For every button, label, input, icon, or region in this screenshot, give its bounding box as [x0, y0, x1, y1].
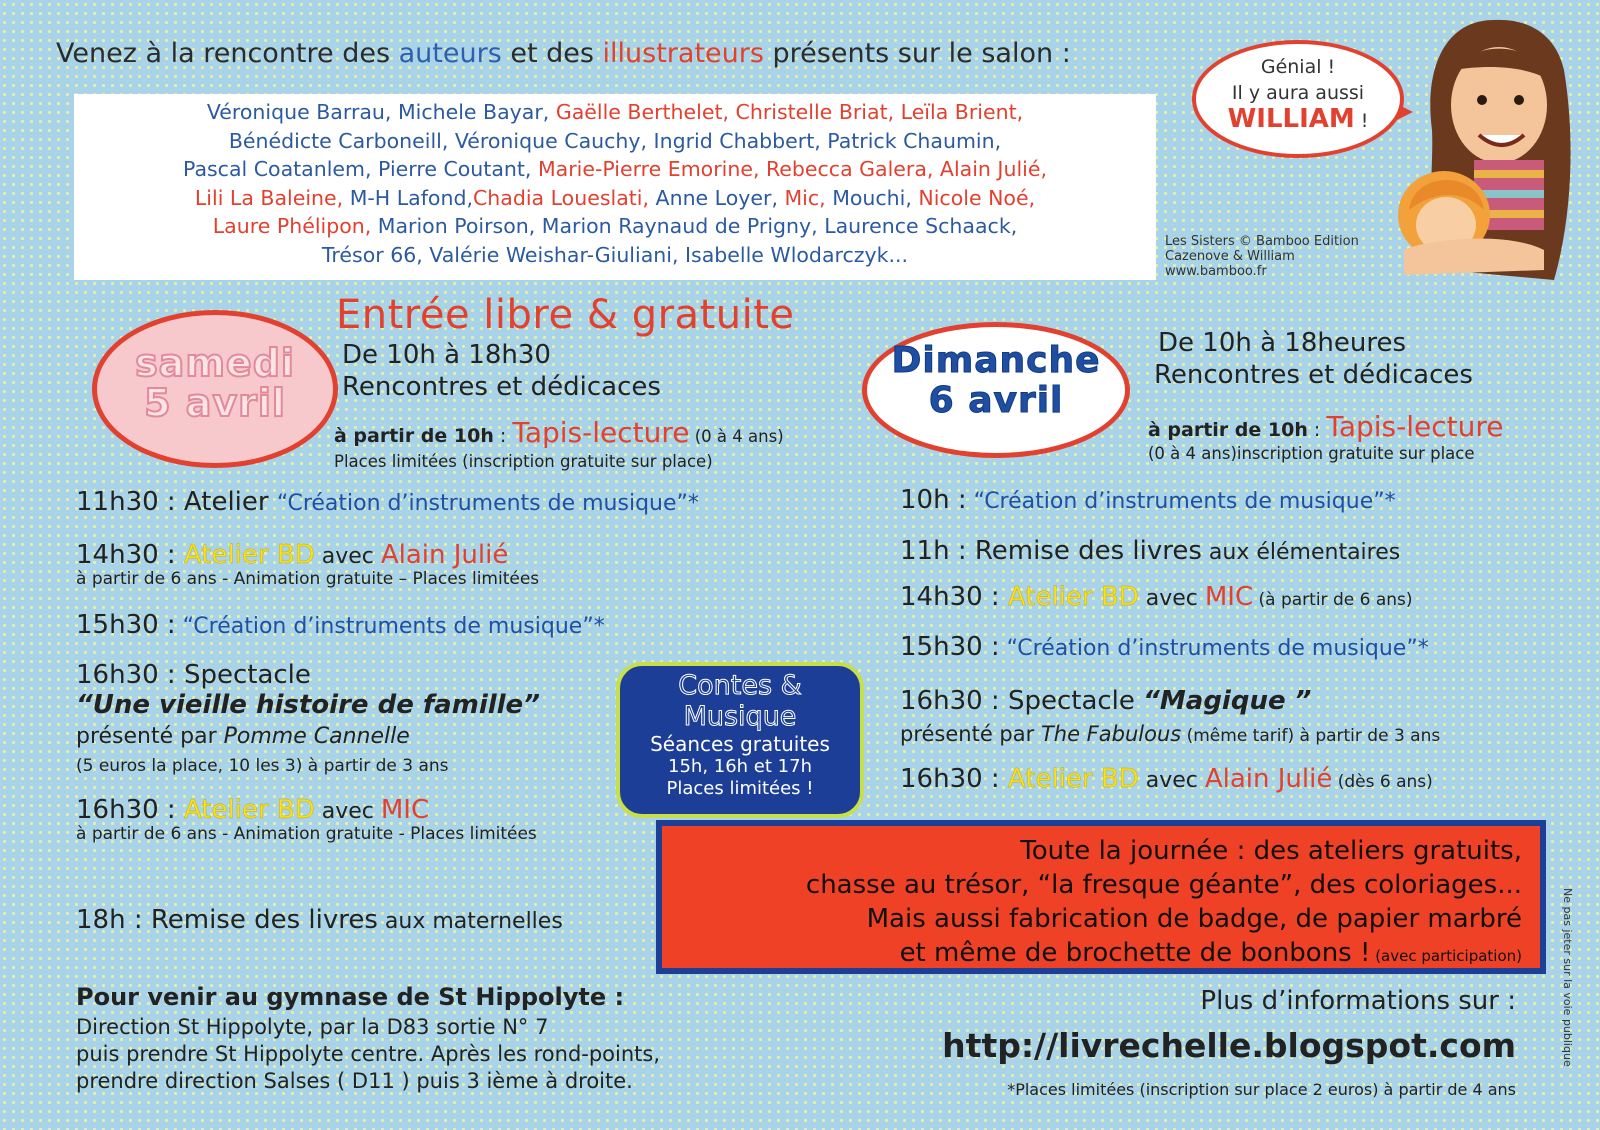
event-label: : Spectacle: [982, 686, 1144, 716]
author-names: Pascal Coatanlem, Pierre Coutant,: [183, 157, 538, 181]
sunday-places: (0 à 4 ans)inscription gratuite sur place: [1148, 444, 1475, 463]
sat-show-by: [76, 724, 410, 749]
author-names-red: Laure Phélipon,: [212, 214, 372, 238]
author-names-red: Lili La Baleine,: [194, 185, 344, 210]
event-time: 16h30: [900, 686, 983, 716]
event-title: “Création d’instruments de musique”*: [966, 489, 1396, 514]
author-names-red: Chadia Loueslati,: [472, 185, 650, 210]
sun-event-3: [900, 582, 1413, 612]
sat-show-title: “Une vieille histoire de famille”: [76, 690, 540, 720]
event-time: 16h30: [76, 660, 159, 690]
colon: :: [1307, 419, 1327, 441]
authors-line-6: Trésor 66, Valérie Weishar-Giuliani, Isabelle Wlodarczyk...: [321, 242, 909, 267]
troupe-name: Pomme Cannelle: [223, 724, 410, 749]
event-time: 14h30 :: [900, 582, 1000, 612]
bubble-excl: !: [1354, 110, 1369, 132]
author-names-red: Mic,: [784, 185, 826, 210]
event-time: 11h30 :: [76, 487, 176, 517]
activities-line-4: et même de brochette de bonbons !: [899, 938, 1371, 968]
saturday-badge: [92, 310, 338, 468]
event-age: à partir de 3 ans: [1294, 726, 1441, 746]
speech-bubble: [1192, 40, 1404, 158]
sun-event-6: [900, 764, 1433, 794]
authors-line-3: [74, 155, 1156, 184]
event-time: 15h30 :: [76, 610, 176, 640]
event-time: 10h :: [900, 485, 967, 515]
authors-line-2: Bénédicte Carboneill, Véronique Cauchy, Ingrid Chabbert, Patrick Chaumin,: [228, 128, 1002, 153]
sun-show-by: [900, 722, 1440, 746]
presente-par: présenté par: [76, 724, 224, 749]
sat-event-5: [76, 795, 429, 825]
tapis-age: (0 à 4 ans): [689, 427, 784, 446]
contes-hours: 15h, 16h et 17h: [668, 756, 812, 777]
header-auteurs: auteurs: [398, 38, 502, 69]
event-label-small: aux maternelles: [377, 909, 563, 934]
event-label: Remise des livres: [142, 905, 378, 935]
author-names: Anne Loyer,: [649, 185, 785, 210]
author-names-red: Gaëlle Berthelet, Christelle Briat, Leïla Brient,: [555, 100, 1024, 124]
event-avec: avec: [1138, 586, 1205, 611]
saturday-rencontres: Rencontres et dédicaces: [342, 372, 661, 402]
event-time: 14h30 :: [76, 540, 176, 570]
activities-line-1: Toute la journée : des ateliers gratuits,: [1020, 836, 1522, 866]
sat-show-price: (5 euros la place, 10 les 3) à partir de 3 ans: [76, 756, 449, 776]
sat-event-6: [76, 905, 563, 935]
sun-event-1: [900, 485, 1396, 515]
sat-event-3: [76, 610, 605, 640]
sunday-badge: [862, 322, 1130, 458]
authors-list: [74, 94, 1156, 280]
event-age: (dès 6 ans): [1332, 772, 1433, 792]
tapis-lecture: Tapis-lecture: [512, 416, 690, 449]
authors-line-1: [74, 98, 1156, 127]
header-line: [56, 38, 1071, 69]
sun-event-5: [900, 686, 1311, 716]
event-time: 16h30 :: [76, 795, 176, 825]
event-guest: Alain Julié: [380, 540, 509, 570]
credit-line-1: Les Sisters © Bamboo Edition: [1165, 234, 1359, 249]
event-title: “Création d’instruments de musique”*: [175, 614, 605, 639]
header-illustrateurs: illustrateurs: [602, 38, 764, 69]
event-label: Remise des livres: [966, 536, 1202, 566]
sunday-day: Dimanche: [891, 340, 1101, 381]
contes-title-2: Musique: [683, 701, 797, 732]
bubble-line-1: Génial !: [1260, 56, 1336, 78]
contes-title-1: Contes &: [678, 670, 802, 701]
directions-text: [76, 1014, 660, 1095]
credit-line-3: www.bamboo.fr: [1165, 264, 1267, 279]
tapis-label: à partir de 10h: [1148, 419, 1308, 441]
activities-box: [656, 820, 1546, 974]
event-guest: Alain Julié: [1204, 764, 1333, 794]
event-label: : Spectacle: [158, 660, 311, 690]
saturday-day: samedi: [135, 341, 295, 385]
author-names: Mouchi,: [825, 185, 919, 210]
presente-par: présenté par: [900, 722, 1041, 746]
atelier-bd: Atelier BD: [175, 795, 315, 825]
contes-seances: Séances gratuites: [650, 732, 830, 756]
saturday-hours: De 10h à 18h30: [342, 340, 551, 370]
header-text: Venez à la rencontre des: [56, 38, 399, 69]
credit-line-2: Cazenove & William: [1165, 249, 1295, 264]
author-names: Marion Poirson, Marion Raynaud de Prigny, Laurence Schaack,: [371, 214, 1018, 238]
author-names: Véronique Barrau, Michele Bayar,: [206, 100, 556, 124]
atelier-bd: Atelier BD: [999, 764, 1139, 794]
tapis-lecture: Tapis-lecture: [1326, 410, 1504, 443]
bubble-william: WILLIAM: [1227, 104, 1355, 134]
directions-title: Pour venir au gymnase de St Hippolyte :: [76, 983, 625, 1011]
event-avec: avec: [314, 799, 381, 824]
event-title: “Création d’instruments de musique”*: [276, 491, 699, 516]
event-avec: avec: [314, 544, 381, 569]
sunday-hours: De 10h à 18heures: [1158, 328, 1407, 358]
authors-line-5: [74, 212, 1156, 241]
sat-event-2-note: à partir de 6 ans - Animation gratuite – Places limitées: [76, 569, 540, 589]
entree-libre: Entrée libre & gratuite: [336, 292, 795, 338]
atelier-bd: Atelier BD: [175, 540, 315, 570]
colon: :: [493, 425, 513, 447]
event-label-small: aux élémentaires: [1201, 540, 1401, 565]
authors-line-4: [74, 184, 1156, 213]
sun-event-2: [900, 536, 1400, 566]
activities-line-2: chasse au trésor, “la fresque géante”, des coloriages...: [805, 870, 1522, 900]
sat-event-4: [76, 660, 311, 690]
sunday-date: 6 avril: [928, 380, 1064, 421]
info-note: *Places limitées (inscription sur place 2 euros) à partir de 4 ans: [1007, 1080, 1516, 1099]
header-text-3: présents sur le salon :: [763, 38, 1071, 69]
activities-participation: (avec participation): [1370, 947, 1522, 965]
event-time: 11h :: [900, 536, 967, 566]
event-avec: avec: [1138, 768, 1205, 793]
saturday-places: Places limitées (inscription gratuite sur place): [334, 452, 713, 471]
show-title: “Magique ”: [1143, 686, 1312, 716]
sat-event-1: [76, 487, 699, 517]
tapis-label: à partir de 10h: [334, 425, 494, 447]
directions-line-2: puis prendre St Hippolyte centre. Après les rond-points,: [76, 1042, 661, 1066]
saturday-tapis: [334, 416, 784, 449]
info-title: Plus d’informations sur :: [1200, 986, 1516, 1016]
contes-musique-box: [616, 662, 864, 818]
author-names-red: Marie-Pierre Emorine, Rebecca Galera, Alain Julié,: [537, 157, 1047, 181]
event-time: 16h30 :: [900, 764, 1000, 794]
sunday-rencontres: Rencontres et dédicaces: [1154, 360, 1473, 390]
header-text-2: et des: [501, 38, 603, 69]
tarif: (même tarif): [1181, 726, 1295, 746]
sat-event-5-note: à partir de 6 ans - Animation gratuite - Places limitées: [76, 824, 537, 844]
saturday-date: 5 avril: [144, 381, 286, 425]
sat-event-2: [76, 540, 508, 570]
troupe-name: The Fabulous: [1040, 722, 1182, 746]
activities-line-3: Mais aussi fabrication de badge, de papier marbré: [866, 904, 1522, 934]
author-names: M-H Lafond,: [343, 185, 473, 210]
event-time: 18h :: [76, 905, 143, 935]
sunday-tapis: [1148, 410, 1504, 443]
event-guest: MIC: [380, 795, 430, 825]
image-credit: [1165, 234, 1359, 279]
sun-event-4: [900, 632, 1429, 662]
event-title: “Création d’instruments de musique”*: [999, 636, 1429, 661]
directions-line-3: prendre direction Salses ( D11 ) puis 3 ième à droite.: [76, 1069, 633, 1093]
event-guest: MIC: [1204, 582, 1254, 612]
sisters-illustration: [1384, 10, 1580, 295]
bubble-line-2: Il y aura aussi: [1231, 82, 1365, 104]
vertical-note: Ne pas jeter sur la voie publique: [1561, 888, 1574, 1067]
info-url[interactable]: http://livrechelle.blogspot.com: [942, 1026, 1516, 1065]
atelier-bd: Atelier BD: [999, 582, 1139, 612]
event-time: 15h30 :: [900, 632, 1000, 662]
event-label: Atelier: [175, 487, 277, 517]
contes-places: Places limitées !: [666, 778, 814, 799]
event-age: (à partir de 6 ans): [1253, 590, 1413, 610]
author-names-red: Nicole Noé,: [918, 185, 1036, 210]
directions-line-1: Direction St Hippolyte, par la D83 sortie N° 7: [76, 1015, 549, 1039]
